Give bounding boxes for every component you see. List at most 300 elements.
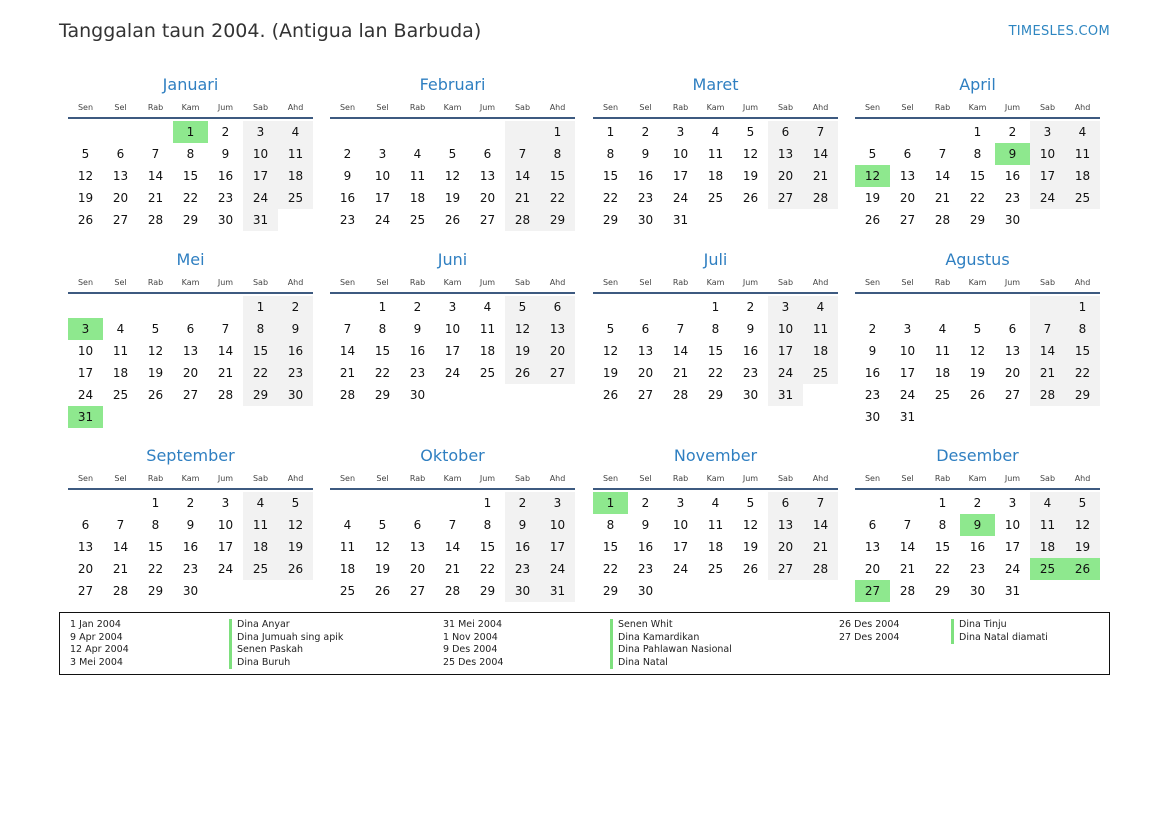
day-cell: 15 <box>540 165 575 187</box>
legend-date: 31 Mei 2004 <box>443 619 502 630</box>
day-cell: 13 <box>899 169 916 183</box>
day-cell: 4 <box>803 296 838 318</box>
day-cell: 21 <box>112 562 129 576</box>
day-cell: 9 <box>413 322 422 336</box>
day-cell: 7 <box>903 518 912 532</box>
weekday-label: Sen <box>864 474 881 483</box>
day-cell: 24 <box>768 362 803 384</box>
empty-cell <box>960 406 995 428</box>
weekday-label: Jum <box>742 103 759 112</box>
day-cell: 14 <box>505 165 540 187</box>
day-cell: 28 <box>505 209 540 231</box>
weekday-label: Kam <box>443 103 462 112</box>
day-cell: 27 <box>1004 388 1021 402</box>
day-cell: 30 <box>637 213 654 227</box>
header-rule <box>855 488 1100 490</box>
day-cell: 19 <box>1065 536 1100 558</box>
empty-cell <box>103 296 138 318</box>
weekday-label: Jum <box>217 474 234 483</box>
day-cell: 3 <box>903 322 912 336</box>
empty-cell <box>278 406 313 428</box>
day-cell: 20 <box>182 366 199 380</box>
day-cell: 19 <box>278 536 313 558</box>
header-rule <box>593 292 838 294</box>
day-cell: 12 <box>77 169 94 183</box>
empty-cell <box>470 121 505 143</box>
weekday-label: Sel <box>639 474 652 483</box>
weekday-label: Ahd <box>287 278 304 287</box>
day-cell: 4 <box>278 121 313 143</box>
day-cell: 26 <box>77 213 94 227</box>
day-cell: 12 <box>505 318 540 340</box>
day-cell: 15 <box>602 169 619 183</box>
empty-cell <box>400 492 435 514</box>
day-cell: 13 <box>637 344 654 358</box>
day-grid <box>330 296 575 406</box>
weekday-label: Sel <box>376 278 389 287</box>
day-cell: 11 <box>934 344 951 358</box>
day-cell: 9 <box>221 147 230 161</box>
empty-cell <box>138 121 173 143</box>
weekday-label: Sab <box>1039 278 1056 287</box>
weekday-label: Sen <box>339 474 356 483</box>
day-cell: 26 <box>742 562 759 576</box>
empty-cell <box>435 384 470 406</box>
day-cell: 14 <box>803 514 838 536</box>
day-cell: 3 <box>68 318 103 340</box>
weekday-label: Sen <box>602 474 619 483</box>
day-cell: 27 <box>77 584 94 598</box>
empty-cell <box>330 492 365 514</box>
day-cell: 13 <box>77 540 94 554</box>
legend-holiday-name: Dina Buruh <box>229 657 343 670</box>
day-cell: 25 <box>339 584 356 598</box>
day-cell: 18 <box>1065 165 1100 187</box>
day-cell: 20 <box>409 562 426 576</box>
day-cell: 31 <box>68 406 103 428</box>
empty-cell <box>628 296 663 318</box>
day-cell: 22 <box>934 562 951 576</box>
day-cell: 1 <box>711 300 720 314</box>
weekday-label: Jum <box>742 278 759 287</box>
empty-cell <box>103 121 138 143</box>
header-rule <box>330 117 575 119</box>
day-cell: 29 <box>934 584 951 598</box>
day-cell: 3 <box>221 496 230 510</box>
day-cell: 11 <box>1065 143 1100 165</box>
empty-cell <box>208 580 243 602</box>
header-rule <box>593 117 838 119</box>
day-cell: 22 <box>147 562 164 576</box>
day-cell: 18 <box>112 366 129 380</box>
day-cell: 2 <box>505 492 540 514</box>
legend-date: 3 Mei 2004 <box>70 656 123 668</box>
empty-cell <box>278 209 313 231</box>
weekday-label: Ahd <box>549 103 566 112</box>
header-rule <box>593 488 838 490</box>
empty-cell <box>698 580 733 602</box>
day-cell: 4 <box>1030 492 1065 514</box>
empty-cell <box>855 121 890 143</box>
day-cell: 24 <box>1030 187 1065 209</box>
day-cell: 20 <box>637 366 654 380</box>
empty-cell <box>663 296 698 318</box>
weekday-label: Rab <box>409 278 426 287</box>
day-cell: 6 <box>868 518 877 532</box>
day-cell: 27 <box>855 580 890 602</box>
day-cell: 6 <box>641 322 650 336</box>
empty-cell <box>173 296 208 318</box>
day-cell: 9 <box>746 322 755 336</box>
day-cell: 8 <box>186 147 195 161</box>
weekday-label: Rab <box>672 103 689 112</box>
day-cell: 11 <box>707 518 724 532</box>
weekday-label: Jum <box>217 278 234 287</box>
weekday-label: Sab <box>514 474 531 483</box>
day-cell: 4 <box>938 322 947 336</box>
day-cell: 25 <box>803 362 838 384</box>
weekday-label: Sen <box>602 103 619 112</box>
day-cell: 24 <box>374 213 391 227</box>
day-cell: 25 <box>112 388 129 402</box>
legend-date: 12 Apr 2004 <box>70 644 129 655</box>
weekday-label: Ahd <box>812 103 829 112</box>
day-cell: 22 <box>182 191 199 205</box>
day-cell: 10 <box>768 318 803 340</box>
empty-cell <box>365 492 400 514</box>
legend-date: 26 Des 2004 <box>839 619 900 630</box>
month-name: Desember <box>936 446 1019 465</box>
empty-cell <box>803 384 838 406</box>
day-cell: 29 <box>182 213 199 227</box>
empty-cell <box>1065 209 1100 231</box>
weekday-label: Rab <box>672 278 689 287</box>
empty-cell <box>1030 296 1065 318</box>
day-cell: 3 <box>378 147 387 161</box>
legend-dates <box>839 619 899 644</box>
empty-cell <box>540 384 575 406</box>
weekday-label: Ahd <box>1074 103 1091 112</box>
day-cell: 2 <box>343 147 352 161</box>
empty-cell <box>365 121 400 143</box>
weekday-label: Kam <box>181 278 200 287</box>
day-cell: 15 <box>243 340 278 362</box>
weekday-label: Rab <box>147 278 164 287</box>
empty-cell <box>593 296 628 318</box>
weekday-label: Sel <box>376 103 389 112</box>
day-cell: 21 <box>803 536 838 558</box>
day-cell: 22 <box>602 191 619 205</box>
empty-cell <box>890 121 925 143</box>
empty-cell <box>470 384 505 406</box>
day-cell: 17 <box>899 366 916 380</box>
day-cell: 24 <box>217 562 234 576</box>
day-cell: 5 <box>81 147 90 161</box>
day-cell: 3 <box>243 121 278 143</box>
day-cell: 30 <box>742 388 759 402</box>
day-cell: 8 <box>483 518 492 532</box>
empty-cell <box>435 492 470 514</box>
day-cell: 6 <box>768 121 803 143</box>
empty-cell <box>960 296 995 318</box>
weekday-label: Sen <box>77 474 94 483</box>
day-cell: 17 <box>217 540 234 554</box>
day-cell: 1 <box>938 496 947 510</box>
day-cell: 5 <box>1065 492 1100 514</box>
day-cell: 17 <box>444 344 461 358</box>
day-cell: 9 <box>641 147 650 161</box>
empty-cell <box>733 580 768 602</box>
day-cell: 7 <box>1030 318 1065 340</box>
day-cell: 6 <box>1008 322 1017 336</box>
empty-cell <box>1030 209 1065 231</box>
day-cell: 3 <box>448 300 457 314</box>
day-cell: 26 <box>742 191 759 205</box>
month-name: April <box>959 75 996 94</box>
day-cell: 29 <box>1065 384 1100 406</box>
day-cell: 23 <box>1004 191 1021 205</box>
day-cell: 13 <box>768 514 803 536</box>
day-cell: 14 <box>934 169 951 183</box>
day-cell: 30 <box>182 584 199 598</box>
empty-cell <box>505 121 540 143</box>
legend-date: 9 Des 2004 <box>443 644 498 655</box>
day-cell: 8 <box>606 147 615 161</box>
weekday-label: Sen <box>864 103 881 112</box>
day-cell: 30 <box>1004 213 1021 227</box>
weekday-header <box>330 276 575 290</box>
weekday-label: Ahd <box>1074 474 1091 483</box>
day-cell: 17 <box>1030 165 1065 187</box>
day-cell: 17 <box>768 340 803 362</box>
weekday-header <box>593 101 838 115</box>
empty-cell <box>925 121 960 143</box>
day-cell: 8 <box>973 147 982 161</box>
day-cell: 19 <box>505 340 540 362</box>
day-cell: 3 <box>768 296 803 318</box>
day-cell: 9 <box>505 514 540 536</box>
day-cell: 10 <box>77 344 94 358</box>
weekday-label: Ahd <box>549 278 566 287</box>
day-cell: 13 <box>182 344 199 358</box>
empty-cell <box>995 406 1030 428</box>
day-grid <box>855 121 1100 231</box>
day-cell: 30 <box>505 580 540 602</box>
day-cell: 2 <box>186 496 195 510</box>
day-cell: 17 <box>374 191 391 205</box>
holiday-legend <box>59 612 1110 675</box>
day-cell: 11 <box>803 318 838 340</box>
day-cell: 19 <box>147 366 164 380</box>
weekday-label: Sen <box>77 103 94 112</box>
weekday-label: Sel <box>114 103 127 112</box>
weekday-label: Sab <box>252 278 269 287</box>
day-cell: 4 <box>711 125 720 139</box>
weekday-label: Rab <box>934 474 951 483</box>
weekday-label: Sab <box>777 278 794 287</box>
day-cell: 21 <box>899 562 916 576</box>
legend-holiday-name: Dina Kamardikan <box>610 632 732 645</box>
day-cell: 22 <box>969 191 986 205</box>
empty-cell <box>435 121 470 143</box>
day-cell: 27 <box>899 213 916 227</box>
weekday-label: Jum <box>1004 278 1021 287</box>
month-agustus <box>855 249 1100 428</box>
legend-holiday-name: Dina Jumuah sing apik <box>229 632 343 645</box>
page-title: Tanggalan taun 2004. (Antigua lan Barbuda) <box>59 20 482 42</box>
day-cell: 18 <box>339 562 356 576</box>
day-cell: 24 <box>672 562 689 576</box>
empty-cell <box>663 580 698 602</box>
day-cell: 1 <box>540 121 575 143</box>
empty-cell <box>890 296 925 318</box>
empty-cell <box>995 296 1030 318</box>
day-cell: 1 <box>151 496 160 510</box>
day-cell: 5 <box>151 322 160 336</box>
day-cell: 1 <box>593 492 628 514</box>
day-cell: 26 <box>864 213 881 227</box>
day-cell: 29 <box>147 584 164 598</box>
month-name: Januari <box>162 75 219 94</box>
day-cell: 19 <box>602 366 619 380</box>
weekday-header <box>855 276 1100 290</box>
day-cell: 22 <box>707 366 724 380</box>
day-cell: 7 <box>803 121 838 143</box>
legend-dates <box>443 619 503 669</box>
day-cell: 27 <box>479 213 496 227</box>
day-cell: 14 <box>1030 340 1065 362</box>
day-cell: 30 <box>409 388 426 402</box>
legend-date: 27 Des 2004 <box>839 631 900 643</box>
day-cell: 16 <box>505 536 540 558</box>
empty-cell <box>803 580 838 602</box>
legend-holiday-name: Senen Whit <box>610 619 732 632</box>
month-name: Maret <box>692 75 739 94</box>
weekday-label: Ahd <box>812 474 829 483</box>
day-cell: 16 <box>409 344 426 358</box>
empty-cell <box>505 384 540 406</box>
weekday-label: Sel <box>114 474 127 483</box>
day-cell: 9 <box>995 143 1030 165</box>
day-cell: 30 <box>864 410 881 424</box>
day-cell: 25 <box>934 388 951 402</box>
day-cell: 27 <box>540 362 575 384</box>
weekday-header <box>330 101 575 115</box>
day-cell: 5 <box>278 492 313 514</box>
day-cell: 25 <box>707 191 724 205</box>
day-cell: 11 <box>112 344 129 358</box>
empty-cell <box>208 406 243 428</box>
day-grid <box>855 492 1100 602</box>
day-cell: 16 <box>278 340 313 362</box>
day-cell: 7 <box>938 147 947 161</box>
day-cell: 6 <box>540 296 575 318</box>
day-cell: 20 <box>768 165 803 187</box>
day-cell: 12 <box>278 514 313 536</box>
header-rule <box>68 292 313 294</box>
day-cell: 15 <box>479 540 496 554</box>
day-cell: 4 <box>413 147 422 161</box>
day-grid <box>68 296 313 428</box>
weekday-label: Kam <box>181 103 200 112</box>
empty-cell <box>1030 580 1065 602</box>
brand-link[interactable]: TIMESLES.COM <box>1008 24 1110 39</box>
day-cell: 7 <box>221 322 230 336</box>
day-cell: 26 <box>505 362 540 384</box>
day-cell: 3 <box>540 492 575 514</box>
day-cell: 3 <box>1008 496 1017 510</box>
day-cell: 18 <box>1030 536 1065 558</box>
day-cell: 24 <box>1004 562 1021 576</box>
day-cell: 12 <box>147 344 164 358</box>
empty-cell <box>768 209 803 231</box>
day-cell: 14 <box>339 344 356 358</box>
day-cell: 8 <box>378 322 387 336</box>
header-rule <box>68 488 313 490</box>
day-cell: 16 <box>742 344 759 358</box>
month-juni <box>330 249 575 406</box>
day-cell: 19 <box>864 191 881 205</box>
day-cell: 23 <box>505 558 540 580</box>
weekday-label: Sen <box>77 278 94 287</box>
day-cell: 26 <box>602 388 619 402</box>
day-cell: 13 <box>409 540 426 554</box>
day-cell: 18 <box>707 540 724 554</box>
day-cell: 5 <box>973 322 982 336</box>
weekday-label: Rab <box>409 474 426 483</box>
day-cell: 20 <box>1004 366 1021 380</box>
weekday-label: Sel <box>114 278 127 287</box>
day-cell: 21 <box>672 366 689 380</box>
day-cell: 12 <box>855 165 890 187</box>
day-cell: 8 <box>540 143 575 165</box>
day-cell: 9 <box>641 518 650 532</box>
day-cell: 20 <box>864 562 881 576</box>
day-cell: 21 <box>803 165 838 187</box>
empty-cell <box>1065 580 1100 602</box>
day-cell: 14 <box>803 143 838 165</box>
weekday-label: Jum <box>1004 103 1021 112</box>
day-cell: 6 <box>81 518 90 532</box>
day-cell: 11 <box>1030 514 1065 536</box>
day-cell: 25 <box>243 558 278 580</box>
empty-cell <box>243 580 278 602</box>
day-cell: 13 <box>864 540 881 554</box>
weekday-label: Sab <box>777 103 794 112</box>
day-cell: 22 <box>540 187 575 209</box>
day-cell: 4 <box>116 322 125 336</box>
day-cell: 21 <box>339 366 356 380</box>
empty-cell <box>103 492 138 514</box>
day-cell: 30 <box>637 584 654 598</box>
weekday-label: Ahd <box>287 103 304 112</box>
day-cell: 28 <box>934 213 951 227</box>
day-cell: 1 <box>1065 296 1100 318</box>
day-cell: 28 <box>672 388 689 402</box>
day-cell: 5 <box>378 518 387 532</box>
day-cell: 16 <box>339 191 356 205</box>
day-cell: 2 <box>973 496 982 510</box>
day-cell: 28 <box>444 584 461 598</box>
day-cell: 8 <box>606 518 615 532</box>
day-cell: 6 <box>186 322 195 336</box>
day-cell: 26 <box>969 388 986 402</box>
weekday-label: Kam <box>706 278 725 287</box>
month-mei <box>68 249 313 428</box>
day-cell: 5 <box>448 147 457 161</box>
legend-date: 9 Apr 2004 <box>70 631 123 643</box>
day-cell: 31 <box>1004 584 1021 598</box>
